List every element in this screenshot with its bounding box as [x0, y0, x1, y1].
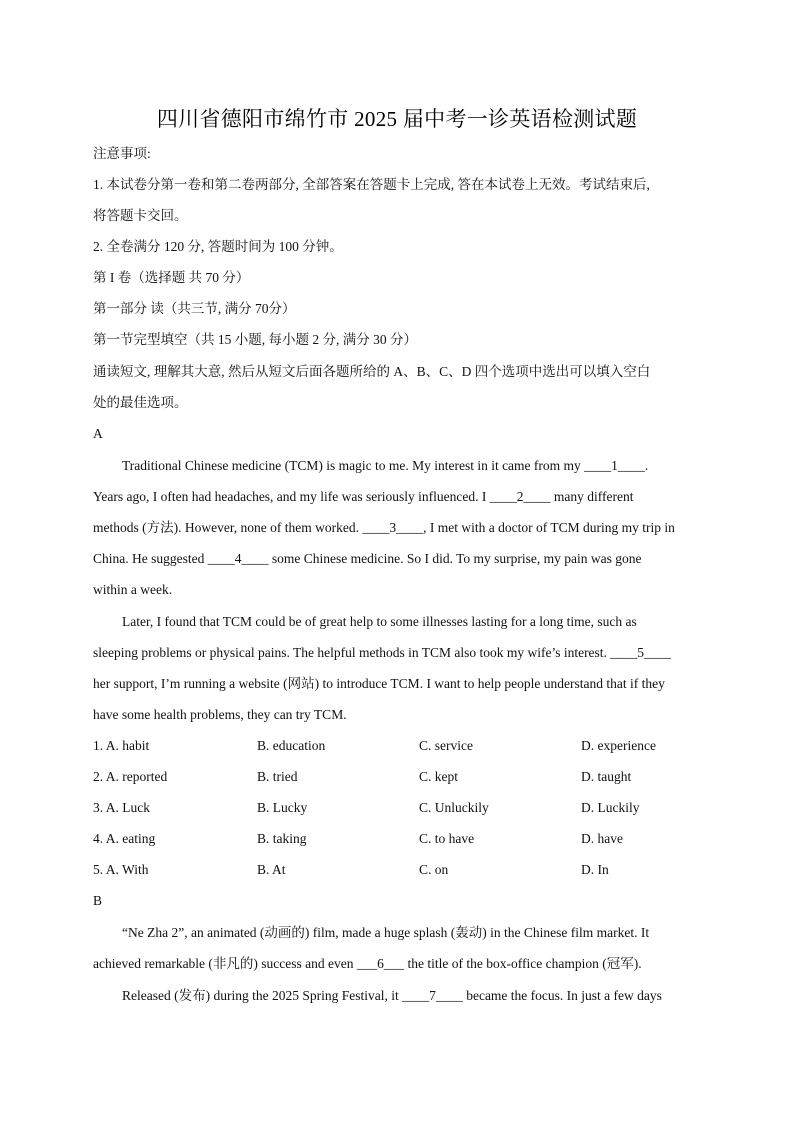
option-a: 4. A. eating — [93, 831, 156, 846]
passage-b-label: B — [93, 893, 103, 908]
volume-heading: 第 I 卷（选择题 共 70 分） — [93, 270, 250, 285]
option-c: C. kept — [419, 769, 458, 784]
option-a: 3. A. Luck — [93, 800, 150, 815]
option-b: B. education — [257, 738, 326, 753]
section-heading: 第一节完型填空（共 15 小题, 每小题 2 分, 满分 30 分） — [93, 332, 417, 347]
option-b: B. Lucky — [257, 800, 308, 815]
option-b: B. taking — [257, 831, 307, 846]
passage-a-line: methods (方法). However, none of them worked. ____3____, I met with a doctor of TCM during my trip in — [93, 520, 675, 535]
option-a: 1. A. habit — [93, 738, 150, 753]
option-d: D. have — [581, 831, 623, 846]
option-b: B. At — [257, 862, 286, 877]
option-a: 2. A. reported — [93, 769, 168, 784]
option-a: 5. A. With — [93, 862, 149, 877]
instruction-line: 处的最佳选项。 — [93, 395, 188, 410]
passage-a-label: A — [93, 426, 103, 441]
passage-a-line: Later, I found that TCM could be of great help to some illnesses lasting for a long time, such as — [122, 614, 637, 629]
option-c: C. Unluckily — [419, 800, 489, 815]
passage-a-line: have some health problems, they can try TCM. — [93, 707, 347, 722]
passage-a-line: sleeping problems or physical pains. The helpful methods in TCM also took my wife’s interest. ____5____ — [93, 645, 672, 660]
option-b: B. tried — [257, 769, 298, 784]
passage-a-line: Traditional Chinese medicine (TCM) is magic to me. My interest in it came from my ____1____. — [122, 458, 649, 473]
option-d: D. taught — [581, 769, 632, 784]
question-row — [93, 860, 713, 880]
option-c: C. service — [419, 738, 473, 753]
passage-b-line: achieved remarkable (非凡的) success and even ___6___ the title of the box-office champion (冠军). — [93, 956, 642, 971]
page-title: 四川省德阳市绵竹市 2025 届中考一诊英语检测试题 — [156, 107, 638, 131]
notice-item-1: 1. 本试卷分第一卷和第二卷两部分, 全部答案在答题卡上完成, 答在本试卷上无效。考试结束后, — [93, 177, 650, 192]
part-heading: 第一部分 读（共三节, 满分 70分） — [93, 301, 296, 316]
passage-a-line: within a week. — [93, 582, 173, 597]
option-d: D. In — [581, 862, 609, 877]
question-row — [93, 767, 713, 787]
notice-item-1-cont: 将答题卡交回。 — [93, 208, 188, 223]
notice-item-2: 2. 全卷满分 120 分, 答题时间为 100 分钟。 — [93, 239, 343, 254]
question-row — [93, 829, 713, 849]
option-c: C. on — [419, 862, 449, 877]
option-d: D. Luckily — [581, 800, 640, 815]
question-row — [93, 736, 713, 756]
instruction-line: 通读短文, 理解其大意, 然后从短文后面各题所给的 A、B、C、D 四个选项中选出可以填入空白 — [93, 364, 651, 379]
notice-heading: 注意事项: — [93, 146, 151, 161]
passage-a-line: her support, I’m running a website (网站) to introduce TCM. I want to help people understand that if they — [93, 676, 665, 691]
passage-a-line: China. He suggested ____4____ some Chinese medicine. So I did. To my surprise, my pain was gone — [93, 551, 642, 566]
passage-b-line: “Ne Zha 2”, an animated (动画的) film, made a huge splash (轰动) in the Chinese film market. It — [122, 925, 650, 940]
option-d: D. experience — [581, 738, 656, 753]
option-c: C. to have — [419, 831, 475, 846]
passage-b-line: Released (发布) during the 2025 Spring Festival, it ____7____ became the focus. In just a few days — [122, 988, 662, 1003]
passage-a-line: Years ago, I often had headaches, and my life was seriously influenced. I ____2____ many different — [93, 489, 634, 504]
question-row — [93, 798, 713, 818]
